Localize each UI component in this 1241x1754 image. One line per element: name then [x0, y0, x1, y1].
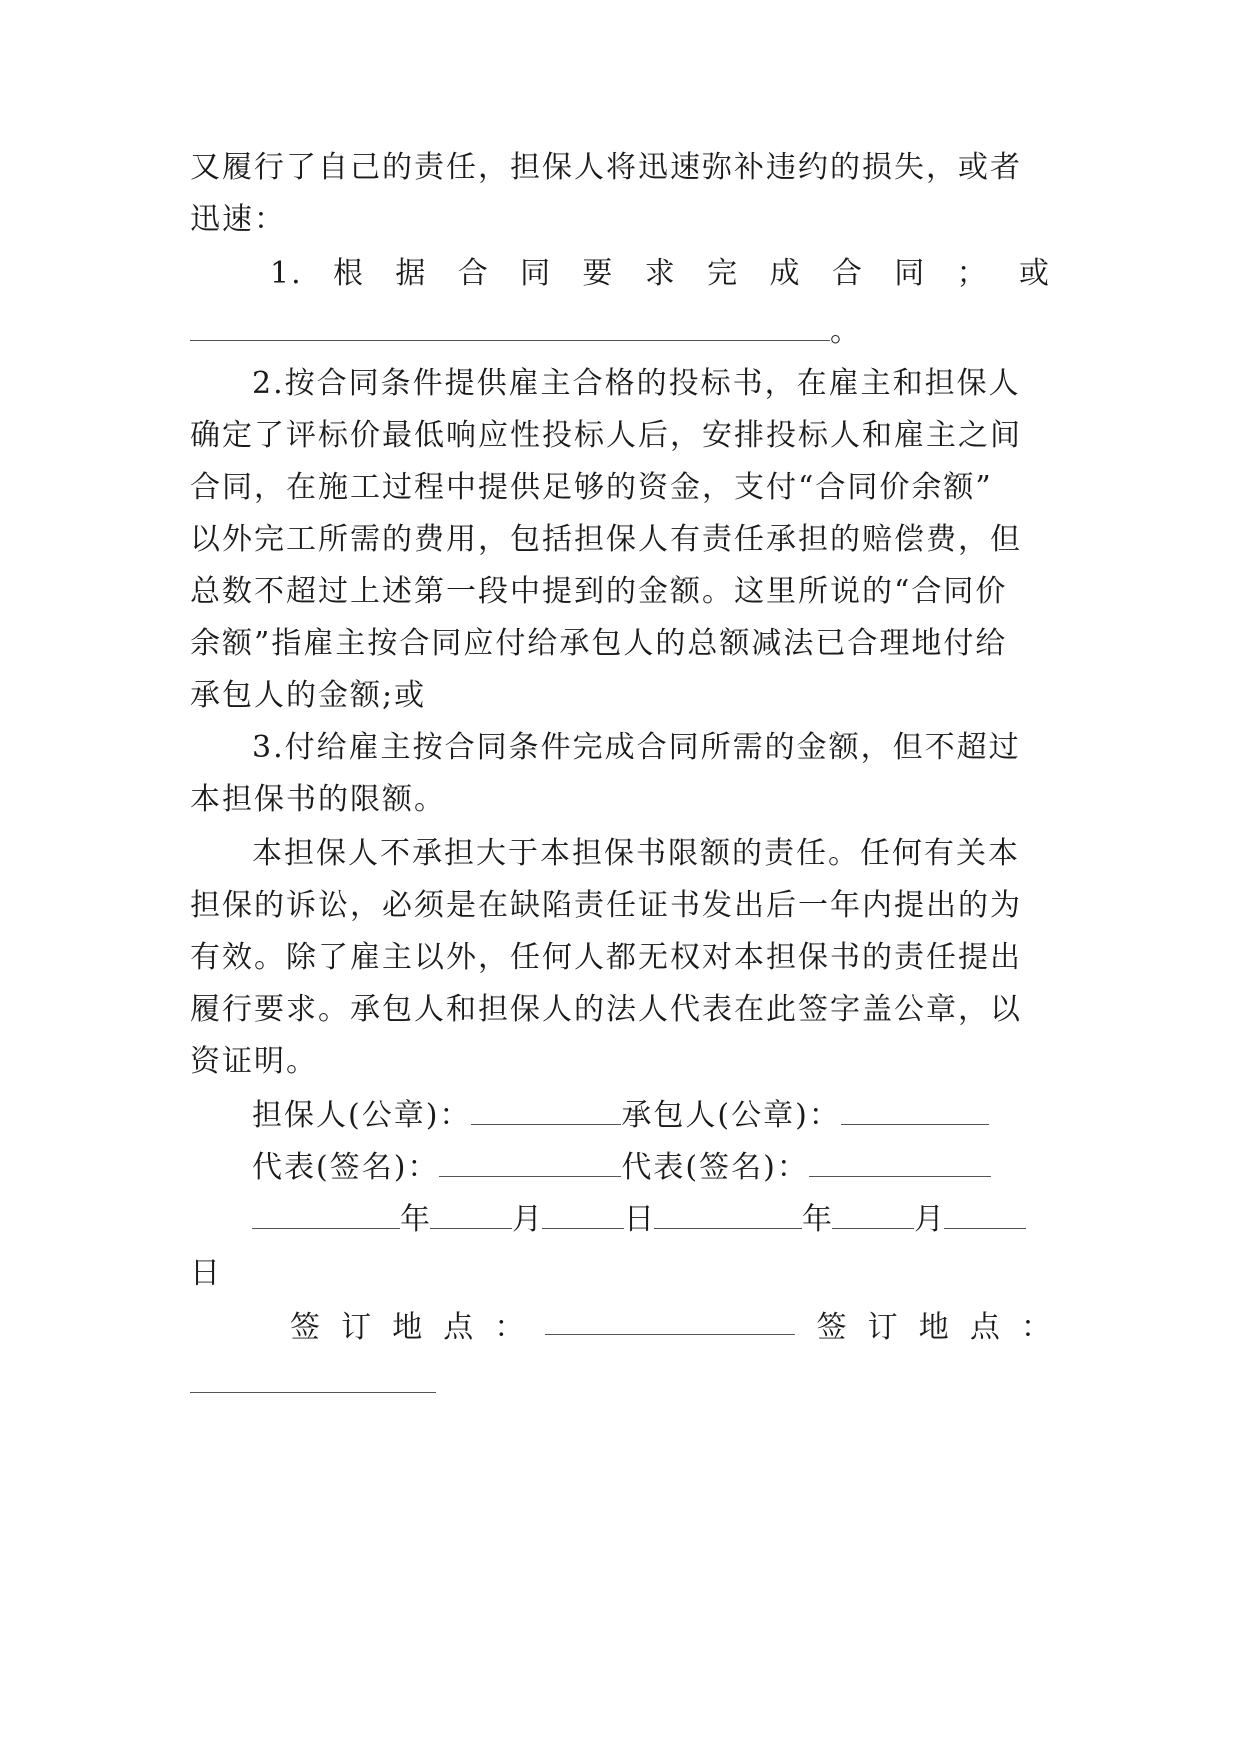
end-mark: 。: [830, 314, 862, 349]
place-char: 地: [918, 1310, 949, 1345]
representative-line: [252, 1148, 1051, 1188]
item-1-char: 据: [395, 256, 428, 291]
year-label: 年: [400, 1202, 430, 1237]
representative-blank: [439, 1150, 621, 1177]
item-1-char: 或: [1018, 256, 1051, 291]
guarantor-seal-blank: [471, 1098, 621, 1125]
year-label: 年: [802, 1202, 832, 1237]
item-2-line: 总数不超过上述第一段中提到的金额。这里所说的“合同价: [190, 574, 1008, 609]
item-1-char: 根: [332, 256, 365, 291]
item-1-char: 要: [582, 256, 615, 291]
place-char: 签: [290, 1310, 320, 1345]
place-char: 订: [867, 1310, 898, 1345]
item-1-char: 合: [831, 256, 864, 291]
item-2-line: 承包人的金额;或: [190, 678, 427, 713]
item-1-number: 1.: [270, 256, 303, 291]
limit-paragraph-line: 资证明。: [190, 1044, 318, 1079]
contractor-seal-blank: [841, 1098, 989, 1125]
contractor-seal-label: 承包人(公章)：: [621, 1098, 841, 1133]
signing-place-line: [290, 1308, 1051, 1348]
month-label: 月: [512, 1202, 542, 1237]
signing-place-blank: [190, 1366, 436, 1393]
fill-in-blank: [190, 314, 830, 341]
guarantor-seal-label: 担保人(公章)：: [252, 1098, 472, 1133]
paragraph-line: 又履行了自己的责任，担保人将迅速弥补违约的损失，或者: [190, 150, 1022, 185]
item-3-line: 本担保书的限额。: [190, 782, 446, 817]
limit-paragraph-line: 履行要求。承包人和担保人的法人代表在此签字盖公章，以: [190, 992, 1022, 1027]
item-1-char: 同: [894, 256, 927, 291]
representative-label: 代表(签名)：: [252, 1150, 440, 1185]
item-1-char: 完: [707, 256, 740, 291]
day-label: 日: [624, 1202, 654, 1237]
year-blank: [252, 1202, 400, 1229]
signing-place-blank-line: [190, 1364, 1051, 1404]
representative-label: 代表(签名)：: [621, 1150, 809, 1185]
item-2-line: 合同，在施工过程中提供足够的资金，支付“合同价余额”: [190, 470, 993, 505]
limit-paragraph-line: 本担保人不承担大于本担保书限额的责任。任何有关本: [252, 836, 1020, 871]
item-1-blank-line: [190, 312, 1051, 352]
day-blank: [542, 1202, 624, 1229]
day-blank: [944, 1202, 1026, 1229]
paragraph-line: 迅速：: [190, 202, 286, 237]
item-1-char: 成: [769, 256, 802, 291]
date-line: [252, 1200, 1051, 1240]
limit-paragraph-line: 担保的诉讼，必须是在缺陷责任证书发出后一年内提出的为: [190, 888, 1022, 923]
place-char: ：: [494, 1310, 525, 1345]
item-1-char: 合: [457, 256, 490, 291]
item-1-char: 同: [520, 256, 553, 291]
signing-place-blank: [545, 1308, 795, 1335]
place-char: 点: [969, 1310, 1000, 1345]
limit-paragraph-line: 有效。除了雇主以外，任何人都无权对本担保书的责任提出: [190, 940, 1022, 975]
item-2-line: 余额”指雇主按合同应付给承包人的总额减法已合理地付给: [190, 626, 1008, 661]
place-char: 订: [341, 1310, 372, 1345]
item-2-line: 确定了评标价最低响应性投标人后，安排投标人和雇主之间: [190, 418, 1022, 453]
item-1-char: 求: [644, 256, 677, 291]
year-blank: [654, 1202, 802, 1229]
item-1-line: [270, 254, 1051, 294]
representative-blank: [809, 1150, 991, 1177]
month-blank: [832, 1202, 914, 1229]
item-3-line: 3.付给雇主按合同条件完成合同所需的金额，但不超过: [252, 730, 1021, 765]
item-2-line: 以外完工所需的费用，包括担保人有责任承担的赔偿费，但: [190, 522, 1022, 557]
month-blank: [430, 1202, 512, 1229]
seal-line: [252, 1096, 1051, 1136]
month-label: 月: [914, 1202, 944, 1237]
item-2-line: 2.按合同条件提供雇主合格的投标书，在雇主和担保人: [252, 366, 1021, 401]
item-1-char: ；: [956, 256, 989, 291]
place-char: 点: [443, 1310, 474, 1345]
place-char: 地: [392, 1310, 423, 1345]
place-char: 签: [816, 1310, 847, 1345]
place-char: ：: [1020, 1310, 1051, 1345]
day-label-wrap: 日: [190, 1256, 222, 1291]
